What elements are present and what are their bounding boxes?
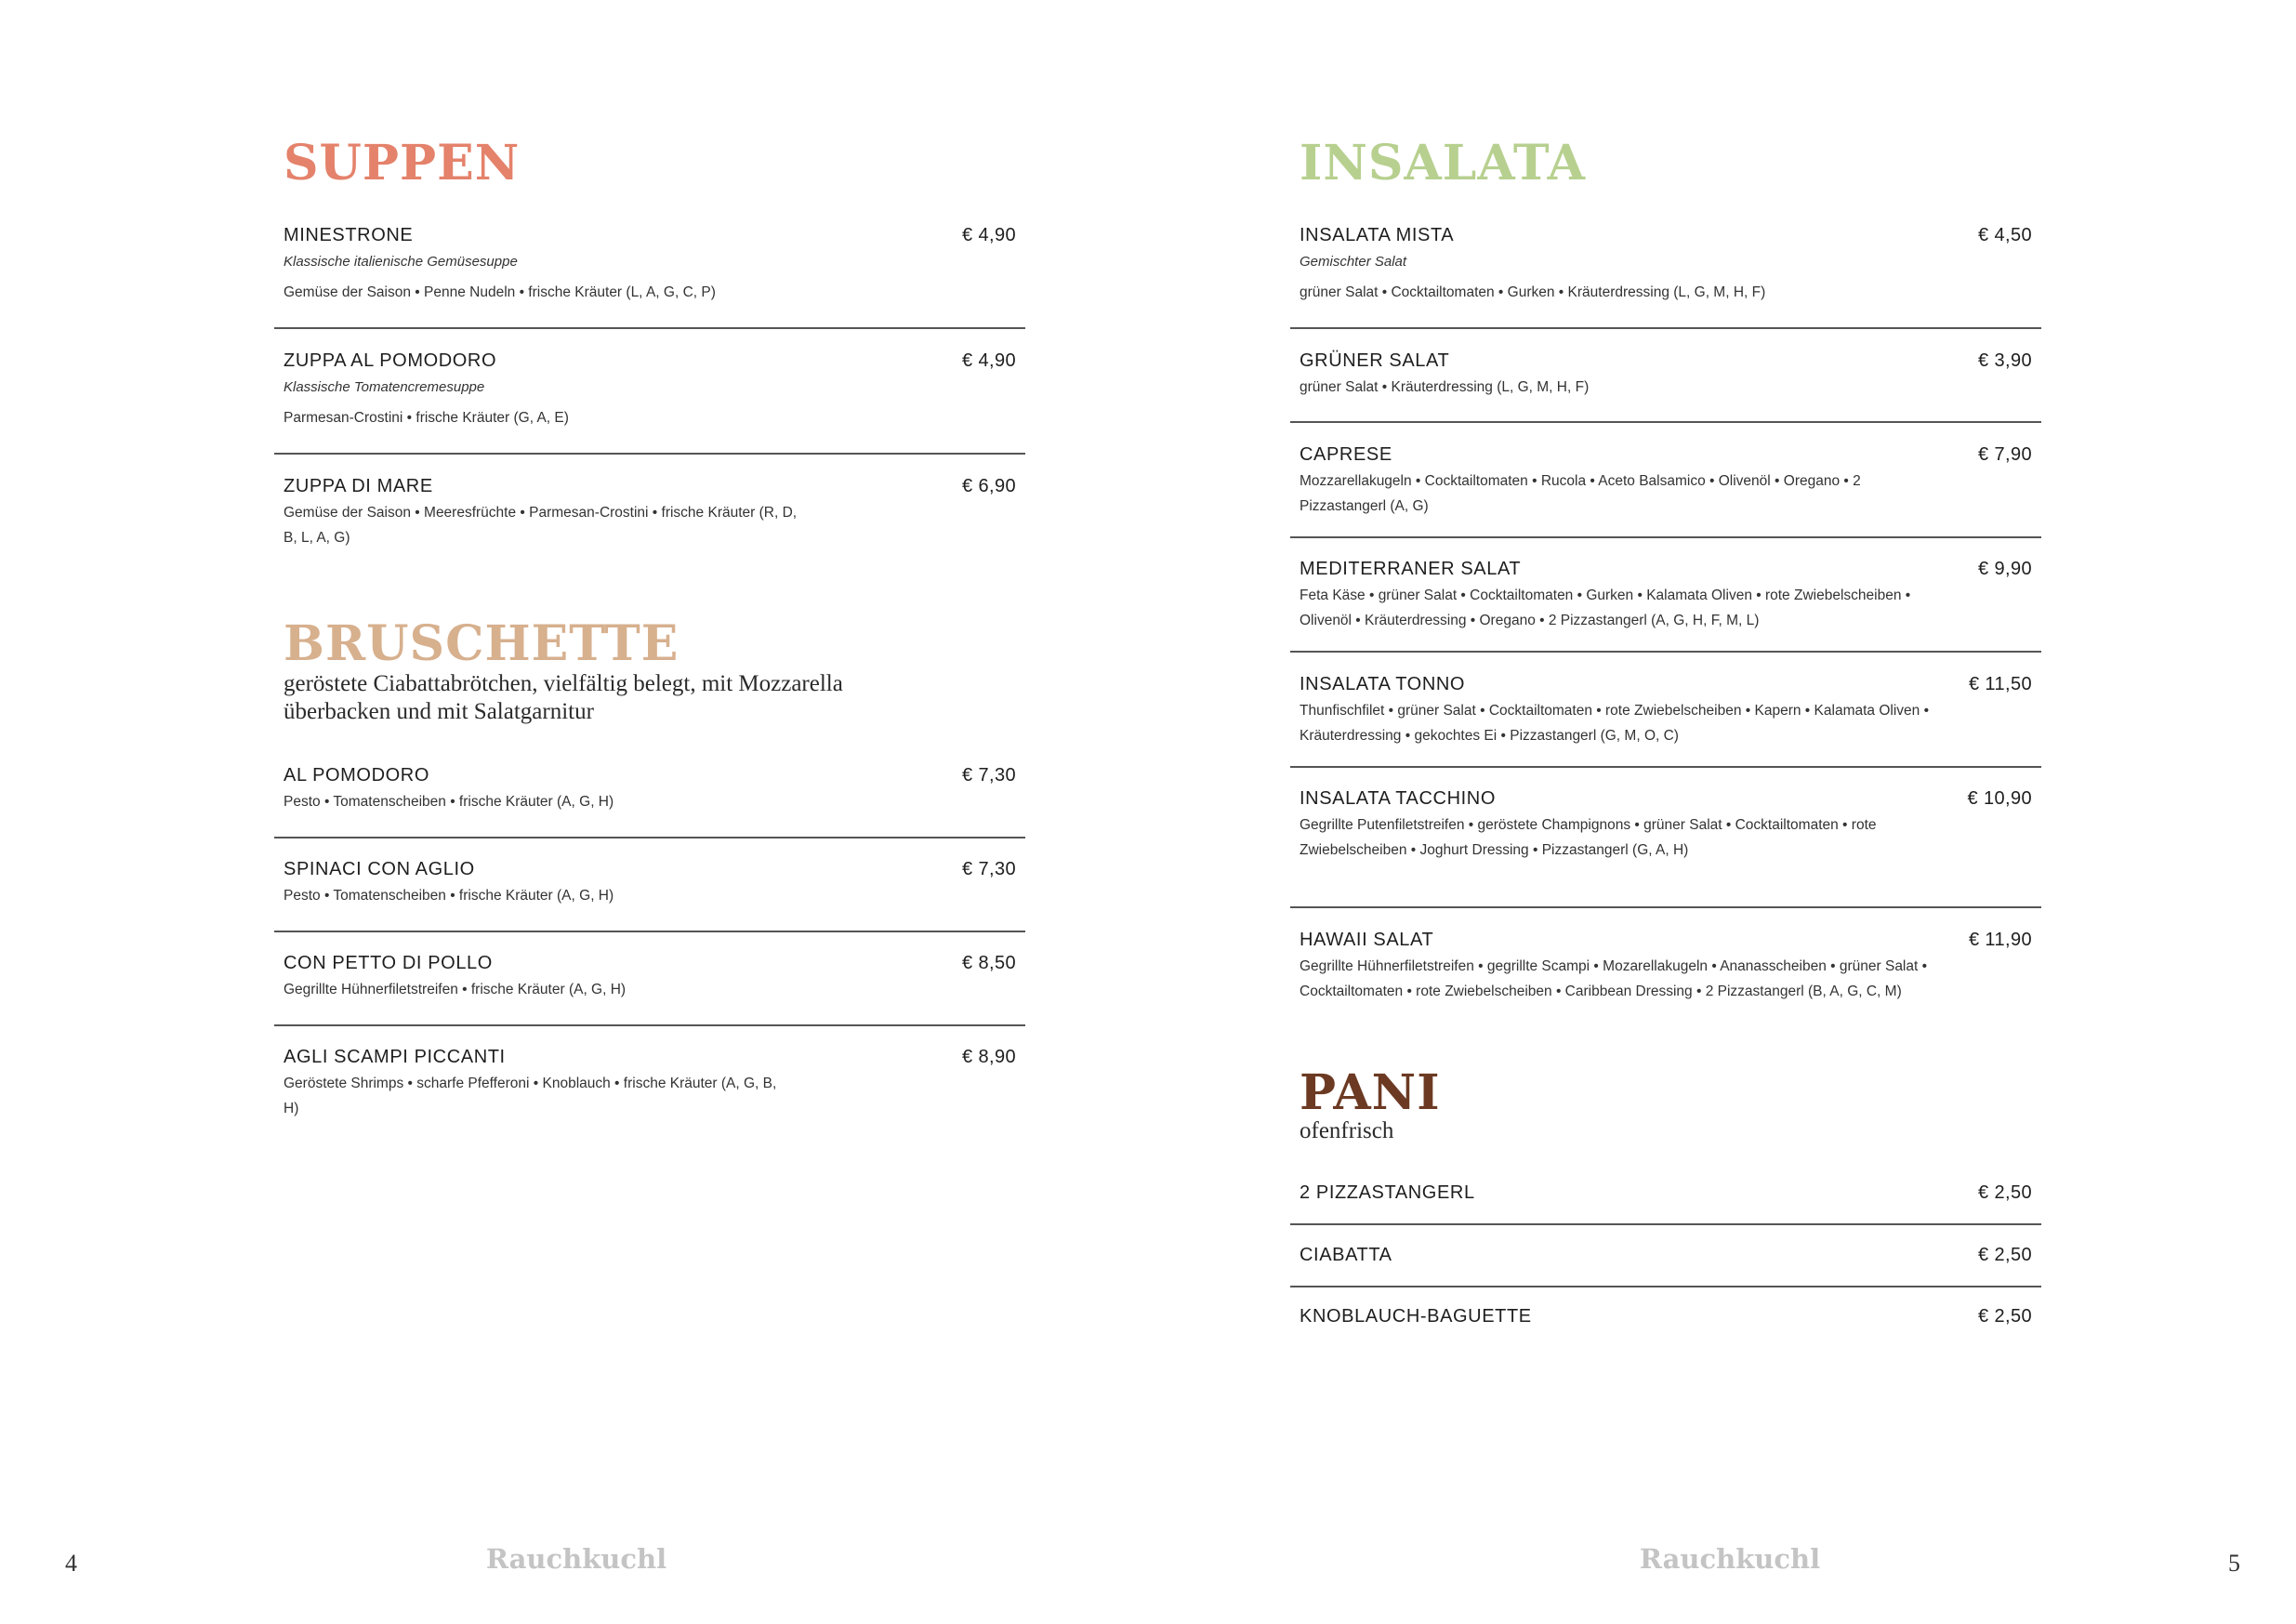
item-price: € 10,90 <box>1967 788 2032 809</box>
divider <box>1290 421 2041 423</box>
item-name: AL POMODORO <box>284 765 429 786</box>
divider <box>274 837 1025 838</box>
menu-item <box>1290 1305 2041 1327</box>
divider <box>1290 1286 2041 1287</box>
item-name: MEDITERRANER SALAT <box>1300 559 1522 579</box>
item-ingredients: Gegrillte Hühnerfiletstreifen • frische Kräuter (A, G, H) <box>284 982 627 997</box>
item-name: GRÜNER SALAT <box>1300 350 1450 371</box>
divider <box>274 1024 1025 1026</box>
item-price: € 2,50 <box>1977 1182 2032 1203</box>
item-ingredients: Mozzarellakugeln • Cocktailtomaten • Rucola • Aceto Balsamico • Olivenöl • Oregano • 2 Pizzastangerl (A, G) <box>1300 473 1861 514</box>
menu-item <box>274 1046 1025 1116</box>
item-price: € 4,90 <box>961 225 1016 245</box>
item-price: € 7,30 <box>961 859 1016 879</box>
menu-item <box>1290 224 2041 300</box>
item-ingredients: Feta Käse • grüner Salat • Cocktailtomaten • Gurken • Kalamata Oliven • rote Zwiebelscheiben • Olivenöl • Kräuterdressing • Oregano • 2 Pizzastangerl (A, G, H, F, M, L) <box>1300 588 1911 628</box>
item-ingredients: Thunfischfilet • grüner Salat • Cocktailtomaten • rote Zwiebelscheiben • Kapern • Kalamata Oliven • Kräuterdressing • gekochtes Ei • Pizzastangerl (G, M, O, C) <box>1300 703 1929 744</box>
item-name: CIABATTA <box>1300 1245 1392 1265</box>
menu-item <box>274 350 1025 426</box>
item-price: € 11,90 <box>1968 930 2032 950</box>
item-ingredients: Geröstete Shrimps • scharfe Pfefferoni • Knoblauch • frische Kräuter (A, G, B, H) <box>284 1076 777 1116</box>
divider <box>1290 1223 2041 1225</box>
item-description: Klassische Tomatencremesuppe <box>284 379 485 395</box>
footer-brand-right: Rauchkuchl <box>1639 1543 1821 1575</box>
menu-item <box>274 475 1025 546</box>
item-ingredients: Gegrillte Hühnerfiletstreifen • gegrillte Scampi • Mozarellakugeln • Ananasscheiben • grüner Salat • Cocktailtomaten • rote Zwiebelscheiben • Caribbean Dressing • 2 Pizzastangerl (B, A, G, C, M) <box>1300 958 1928 999</box>
item-ingredients: grüner Salat • Kräuterdressing (L, G, M, H, F) <box>1300 379 1590 395</box>
menu-item <box>1290 1182 2041 1203</box>
item-description: Klassische italienische Gemüsesuppe <box>284 254 518 270</box>
item-name: INSALATA MISTA <box>1300 225 1455 245</box>
item-ingredients: Parmesan-Crostini • frische Kräuter (G, A, E) <box>284 410 569 426</box>
divider <box>1290 906 2041 908</box>
menu-item <box>274 764 1025 810</box>
item-price: € 3,90 <box>1977 350 2032 371</box>
item-ingredients: Pesto • Tomatenscheiben • frische Kräuter (A, G, H) <box>284 888 614 904</box>
item-price: € 2,50 <box>1977 1306 2032 1327</box>
item-name: INSALATA TONNO <box>1300 674 1466 694</box>
divider <box>274 453 1025 455</box>
item-price: € 7,30 <box>961 765 1016 786</box>
item-name: AGLI SCAMPI PICCANTI <box>284 1047 506 1067</box>
pani-subtitle: ofenfrisch <box>1300 1118 1394 1143</box>
item-name: HAWAII SALAT <box>1300 930 1434 950</box>
menu-item <box>1290 787 2041 858</box>
item-name: MINESTRONE <box>284 225 414 245</box>
menu-item <box>1290 929 2041 999</box>
item-ingredients: grüner Salat • Cocktailtomaten • Gurken • Kräuterdressing (L, G, M, H, F) <box>1300 284 1766 300</box>
menu-item <box>1290 558 2041 628</box>
item-ingredients: Gemüse der Saison • Penne Nudeln • frische Kräuter (L, A, G, C, P) <box>284 284 716 300</box>
divider <box>274 931 1025 932</box>
divider <box>274 327 1025 329</box>
item-price: € 6,90 <box>961 476 1016 496</box>
item-price: € 8,90 <box>961 1047 1016 1067</box>
divider <box>1290 651 2041 653</box>
menu-item <box>1290 350 2041 395</box>
item-name: 2 PIZZASTANGERL <box>1300 1182 1475 1203</box>
menu-item <box>274 952 1025 997</box>
item-price: € 2,50 <box>1977 1245 2032 1265</box>
menu-item <box>1290 443 2041 514</box>
item-price: € 8,50 <box>961 953 1016 973</box>
item-price: € 4,90 <box>961 350 1016 371</box>
item-ingredients: Pesto • Tomatenscheiben • frische Kräuter (A, G, H) <box>284 794 614 810</box>
bruschette-subtitle: geröstete Ciabattabrötchen, vielfältig belegt, mit Mozzarella überbacken und mit Salatgarnitur <box>284 671 843 724</box>
item-name: ZUPPA AL POMODORO <box>284 350 497 371</box>
page-number-left: 4 <box>65 1550 77 1577</box>
item-ingredients: Gemüse der Saison • Meeresfrüchte • Parmesan-Crostini • frische Kräuter (R, D, B, L, A, G) <box>284 505 798 546</box>
item-description: Gemischter Salat <box>1300 254 1407 270</box>
item-price: € 11,50 <box>1968 674 2032 694</box>
item-price: € 7,90 <box>1977 444 2032 465</box>
item-ingredients: Gegrillte Putenfiletstreifen • geröstete Champignons • grüner Salat • Cocktailtomaten • rote Zwiebelscheiben • Joghurt Dressing • Pizzastangerl (G, A, H) <box>1300 817 1877 858</box>
divider <box>1290 536 2041 538</box>
item-price: € 9,90 <box>1977 559 2032 579</box>
pani-heading: PANI <box>1300 1064 1441 1121</box>
menu-item <box>274 224 1025 300</box>
insalata-heading: INSALATA <box>1300 135 1587 191</box>
item-name: CAPRESE <box>1300 444 1392 465</box>
item-name: CON PETTO DI POLLO <box>284 953 493 973</box>
item-name: SPINACI CON AGLIO <box>284 859 475 879</box>
page-number-right: 5 <box>2228 1550 2240 1577</box>
divider <box>1290 766 2041 768</box>
menu-item <box>274 858 1025 904</box>
item-name: KNOBLAUCH-BAGUETTE <box>1300 1306 1532 1327</box>
item-price: € 4,50 <box>1977 225 2032 245</box>
item-name: ZUPPA DI MARE <box>284 476 433 496</box>
divider <box>1290 327 2041 329</box>
bruschette-heading: BRUSCHETTE <box>284 615 680 672</box>
suppen-heading: SUPPEN <box>284 135 521 191</box>
menu-item <box>1290 673 2041 744</box>
item-name: INSALATA TACCHINO <box>1300 788 1496 809</box>
footer-brand-left: Rauchkuchl <box>485 1543 667 1575</box>
menu-item <box>1290 1244 2041 1265</box>
